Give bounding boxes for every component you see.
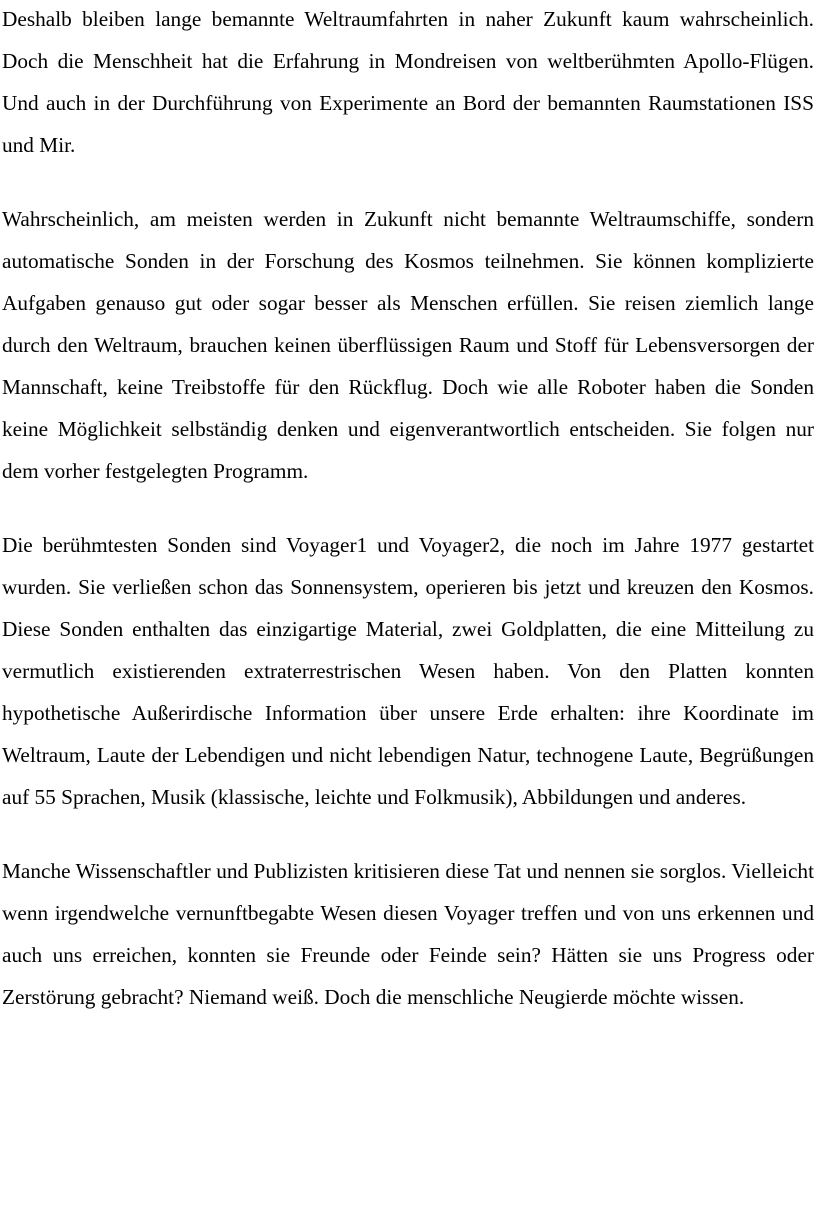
paragraph-2: Wahrscheinlich, am meisten werden in Zukunft nicht bemannte Weltraumschiffe, sondern automatische Sonden in der Forschung des Kosmos teilnehmen. Sie können komplizierte Aufgaben genauso gut oder sogar besser als Menschen erfüllen. Sie reisen ziemlich lange durch den Weltraum, brauchen keinen überflüssigen Raum und Stoff für Lebensversorgen der Mannschaft, keine Treibstoffe für den Rückflug. Doch wie alle Roboter haben die Sonden keine Möglichkeit selbständig denken und eigenverantwortlich entscheiden. Sie folgen nur dem vorher festgelegten Programm. bbox=[2, 207, 814, 483]
paragraph-1: Deshalb bleiben lange bemannte Weltraumfahrten in naher Zukunft kaum wahrscheinlich. Doch die Menschheit hat die Erfahrung in Mondreisen von weltberühmten Apollo-Flügen. Und auch in der Durchführung von Experimente an Bord der bemannten Raumstationen ISS und Mir. bbox=[2, 7, 814, 157]
paragraph-3: Die berühmtesten Sonden sind Voyager1 und Voyager2, die noch im Jahre 1977 gestartet wurden. Sie verließen schon das Sonnensystem, operieren bis jetzt und kreuzen den Kosmos. Diese Sonden enthalten das einzigartige Material, zwei Goldplatten, die eine Mitteilung zu vermutlich existierenden extraterrestrischen Wesen haben. Von den Platten konnten hypothetische Außerirdische Information über unsere Erde erhalten: ihre Koordinate im Weltraum, Laute der Lebendigen und nicht lebendigen Natur, technogene Laute, Begrüßungen auf 55 Sprachen, Musik (klassische, leichte und Folkmusik), Abbildungen und anderes. bbox=[2, 533, 814, 809]
paragraph-4: Manche Wissenschaftler und Publizisten kritisieren diese Tat und nennen sie sorglos. Vielleicht wenn irgendwelche vernunftbegabte Wesen diesen Voyager treffen und von uns erkennen und auch uns erreichen, konnten sie Freunde oder Feinde sein? Hätten sie uns Progress oder Zerstörung gebracht? Niemand weiß. Doch die menschliche Neugierde möchte wissen. bbox=[2, 859, 814, 1009]
document-page bbox=[2, 0, 814, 1018]
